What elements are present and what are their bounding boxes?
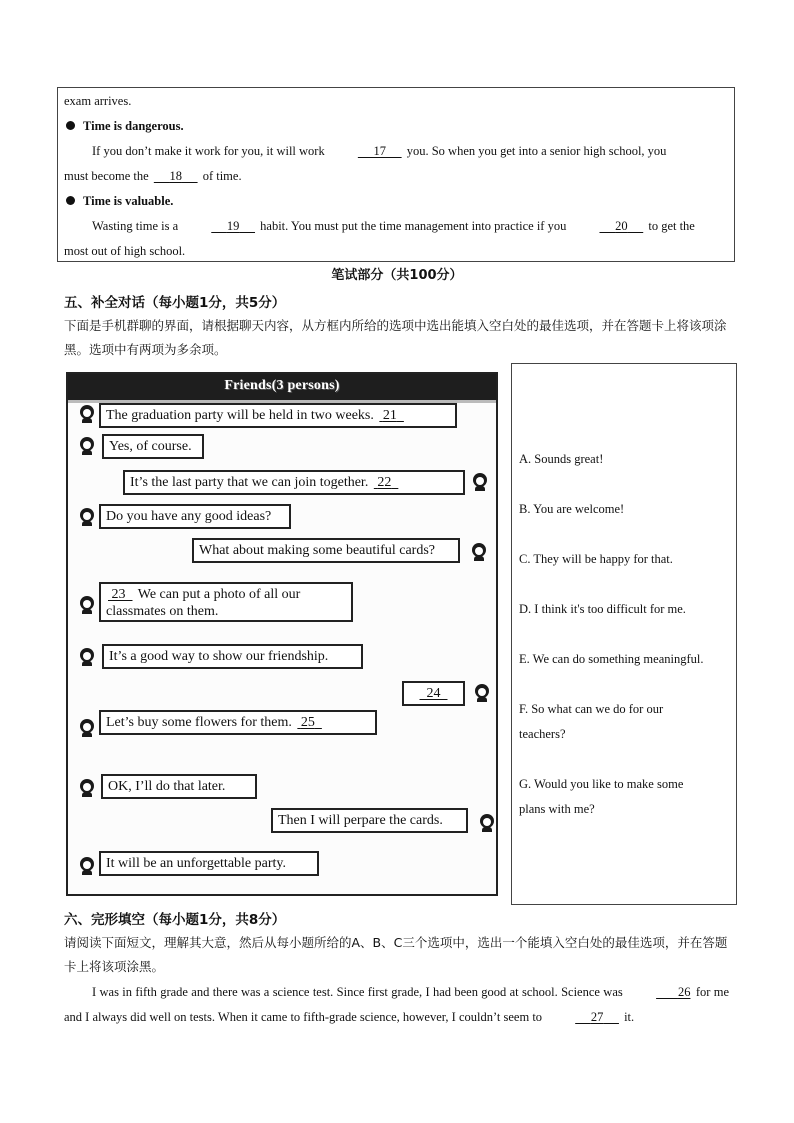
blank-17[interactable]: 17 — [373, 144, 386, 158]
avatar-icon — [79, 719, 95, 737]
option-c[interactable]: C. They will be happy for that. — [519, 552, 673, 566]
option-g[interactable]: G. Would you like to make some plans with me? — [519, 777, 684, 816]
passage-text: of time. — [202, 169, 242, 183]
chat-message: Yes, of course. — [102, 434, 204, 459]
section6-instructions: 请阅读下面短文，理解其大意，然后从每小题所给的A、B、C三个选项中，选出一个能填入空白处的最佳选项，并在答题卡上将该项涂黑。 — [64, 935, 728, 974]
passage-text: Wasting time is a — [92, 219, 179, 233]
avatar-icon — [79, 437, 95, 455]
passage-text: If you don’t make it work for you, it will work — [92, 144, 325, 158]
chat-message: It’s the last party that we can join together. 22 — [123, 470, 465, 495]
passage-paragraph — [64, 214, 728, 239]
chat-title: Friends(3 persons) — [224, 378, 340, 393]
avatar-icon — [471, 543, 487, 561]
section6-title: 六、完形填空（每小题1分，共8分） — [64, 912, 286, 928]
avatar-icon — [474, 684, 490, 702]
passage-line: exam arrives. — [64, 94, 132, 108]
chat-message: 24 — [402, 681, 465, 706]
passage-text: habit. You must put the time management into practice if you — [260, 219, 567, 233]
option-a[interactable]: A. Sounds great! — [519, 452, 604, 466]
blank-19[interactable]: 19 — [226, 219, 240, 233]
blank-18[interactable]: 18 — [169, 169, 182, 183]
option-e[interactable]: E. We can do something meaningful. — [519, 652, 704, 666]
group-chat-window — [66, 372, 498, 896]
option-f[interactable]: F. So what can we do for our teachers? — [519, 702, 664, 741]
option-b[interactable]: B. You are welcome! — [519, 502, 625, 516]
avatar-icon — [472, 473, 488, 491]
avatar-icon — [79, 779, 95, 797]
bullet-heading — [64, 189, 728, 214]
passage-paragraph — [64, 139, 728, 164]
cloze-paragraph: I was in fifth grade and there was a science test. Since first grade, I had been good at school. Science was 26 for me and I always did well on tests. When it came to fifth-grade science, however, I couldn’t seem to 27 it. — [64, 980, 729, 1030]
chat-message: OK, I’ll do that later. — [101, 774, 257, 799]
bullet-heading — [64, 114, 728, 139]
chat-message: 23 We can put a photo of all our classmates on them. — [99, 582, 353, 622]
heading-text: Time is dangerous. — [83, 119, 184, 133]
avatar-icon — [79, 596, 95, 614]
heading-text: Time is valuable. — [83, 194, 174, 208]
passage-line — [64, 164, 728, 189]
passage-text: to get the — [648, 219, 695, 233]
section5-instructions: 下面是手机群聊的界面，请根据聊天内容，从方框内所给的选项中选出能填入空白处的最佳选项，并在答题卡上将该项涂黑。选项中有两项为多余项。 — [64, 318, 727, 357]
options-box — [511, 363, 737, 905]
passage-text: must become the — [64, 169, 149, 183]
avatar-icon — [79, 857, 95, 875]
chat-message: Let’s buy some flowers for them. 25 — [99, 710, 377, 735]
chat-message: Do you have any good ideas? — [99, 504, 291, 529]
passage-text: you. So when you get into a senior high school, you — [406, 144, 667, 158]
option-d[interactable]: D. I think it's too difficult for me. — [519, 602, 686, 616]
passage-line: most out of high school. — [64, 244, 186, 258]
chat-message: It’s a good way to show our friendship. — [102, 644, 363, 669]
bullet-icon — [66, 196, 75, 205]
avatar-icon — [79, 508, 95, 526]
avatar-icon — [79, 405, 95, 423]
reading-passage-box — [57, 87, 735, 262]
chat-message: Then I will perpare the cards. — [271, 808, 468, 833]
written-part-title: 笔试部分（共100分） — [331, 268, 463, 283]
avatar-icon — [479, 814, 495, 832]
bullet-icon — [66, 121, 75, 130]
chat-message: The graduation party will be held in two weeks. 21 — [99, 403, 457, 428]
blank-20[interactable]: 20 — [615, 219, 628, 233]
section5-title: 五、补全对话（每小题1分，共5分） — [64, 295, 286, 311]
chat-message: What about making some beautiful cards? — [192, 538, 460, 563]
avatar-icon — [79, 648, 95, 666]
chat-header — [68, 374, 496, 403]
blank-26[interactable]: 26 — [677, 985, 691, 999]
blank-27[interactable]: 27 — [590, 1010, 604, 1024]
chat-message: It will be an unforgettable party. — [99, 851, 319, 876]
